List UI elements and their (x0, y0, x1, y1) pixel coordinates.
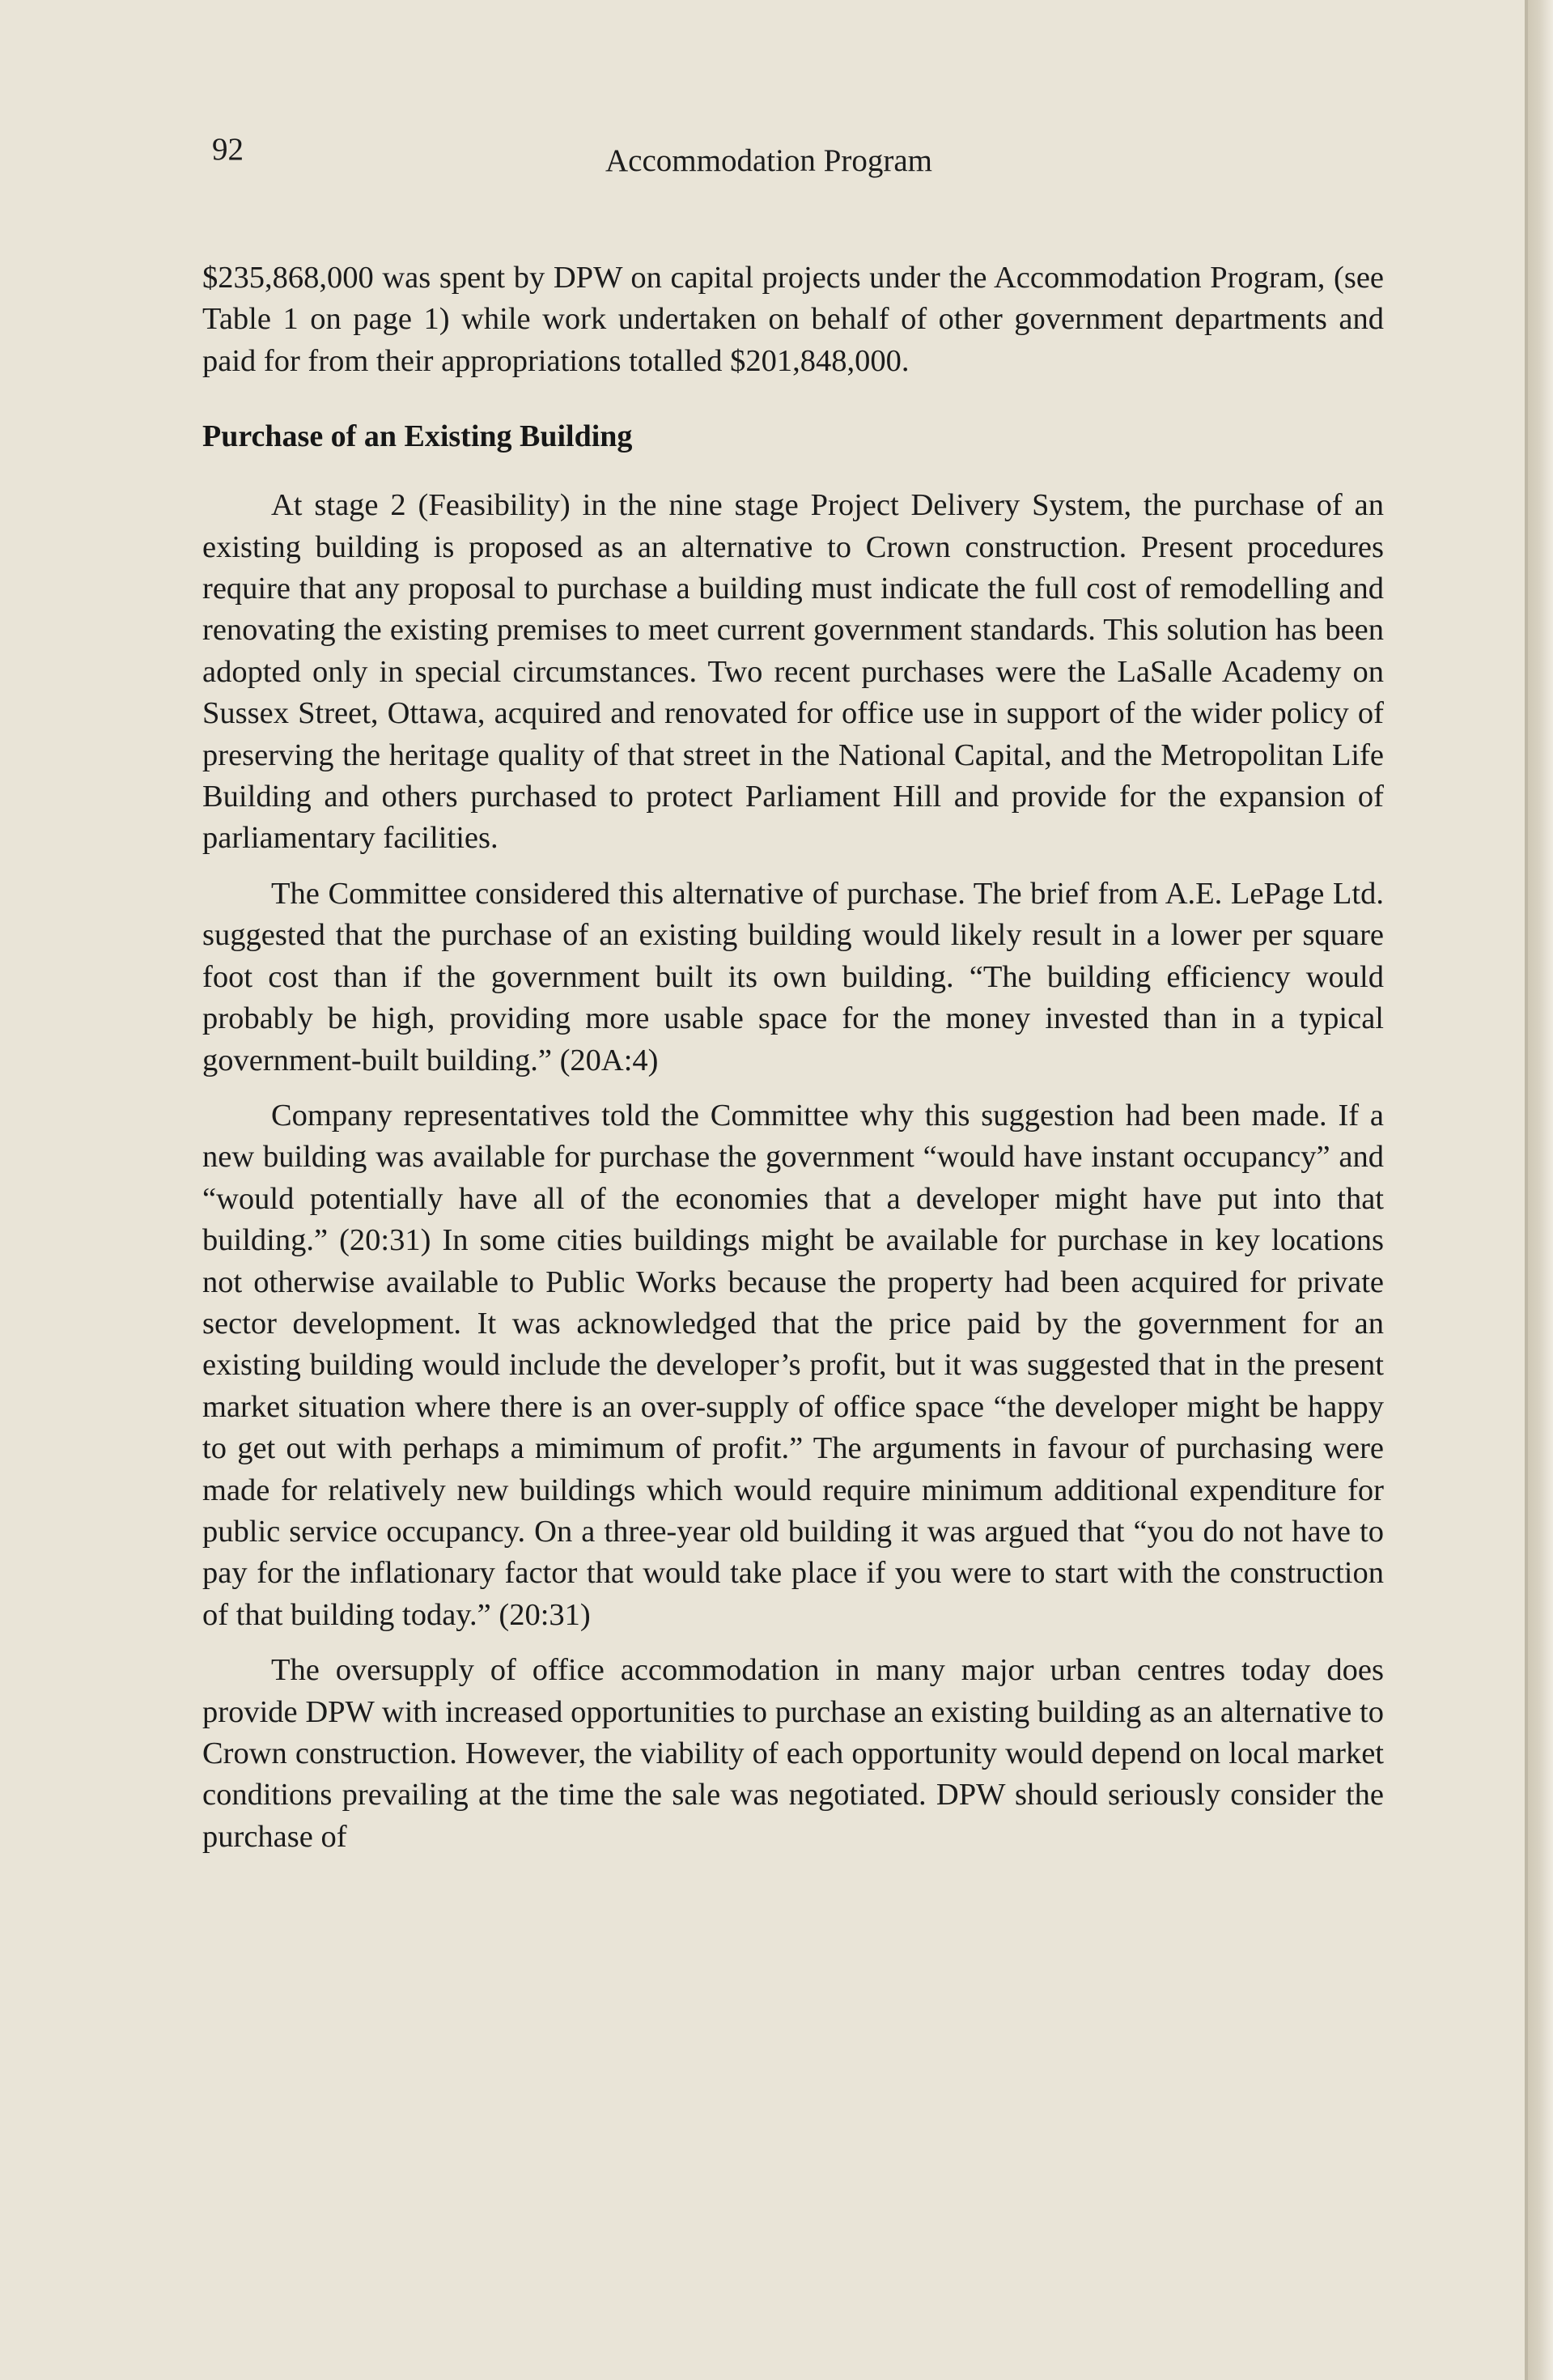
paragraph-committee-considered: The Committee considered this alternative of purchase. The brief from A.E. LePage Ltd. suggested that the purchase of an existing building would likely result in a lower per square foot cost than if the government built its own building. “The building efficiency would probably be high, providing more usable space for the money invested than in a typical government-built building.” (20A:4) (202, 876, 1384, 1077)
paragraph-spending-totals: $235,868,000 was spent by DPW on capital projects under the Accommodation Program, (see Table 1 on page 1) while work undertaken on behalf of other government departments and paid for from their appropriations totalled $201,848,000. (202, 261, 1384, 378)
paragraph-company-representatives: Company representatives told the Committee why this suggestion had been made. If a new building was available for purchase the government “would have instant occupancy” and “would potentially have all of the economies that a developer might have put into that building.” (20:31) In some cities buildings might be available for purchase in key locations not otherwise available to Public Works because the property had been acquired for private sector development. It was acknowledged that the price paid by the government for an existing building would include the developer’s profit, but it was suggested that in the present market situation where there is an over-supply of office space “the developer might be happy to get out with perhaps a mimimum of profit.” The arguments in favour of purchasing were made for relatively new buildings which would require minimum additional expenditure for public service occupancy. On a three-year old building it was argued that “you do not have to pay for the inflationary factor that would take place if you were to start with the construction of that building today.” (20:31) (202, 1098, 1384, 1632)
spacer (202, 1636, 1384, 1650)
page-body (202, 257, 1384, 1858)
spacer (202, 457, 1384, 485)
paragraph-feasibility-stage: At stage 2 (Feasibility) in the nine stage Project Delivery System, the purchase of an existing building is proposed as an alternative to Crown construction. Present procedures require that any proposal to purchase a building must indicate the full cost of remodelling and renovating the existing premises to meet current government standards. This solution has been adopted only in special circumstances. Two recent purchases were the LaSalle Academy on Sussex Street, Ottawa, acquired and renovated for office use in support of the wider policy of preserving the heritage quality of that street in the National Capital, and the Metropolitan Life Building and others purchased to protect Parliament Hill and provide for the expansion of parliamentary facilities. (202, 488, 1384, 856)
spacer (202, 1082, 1384, 1095)
paragraph-oversupply: The oversupply of office accommodation in many major urban centres today does provide DPW with increased opportunities to purchase an existing building as an alternative to Crown construction. However, the viability of each opportunity would depend on local market conditions prevailing at the time the sale was negotiated. DPW should seriously consider the purchase of (202, 1653, 1384, 1854)
page-number: 92 (212, 132, 244, 167)
spacer (202, 382, 1384, 416)
running-head: Accommodation Program (605, 143, 932, 178)
spacer (202, 860, 1384, 873)
section-heading: Purchase of an Existing Building (202, 419, 633, 454)
page-edge (1528, 0, 1553, 2380)
